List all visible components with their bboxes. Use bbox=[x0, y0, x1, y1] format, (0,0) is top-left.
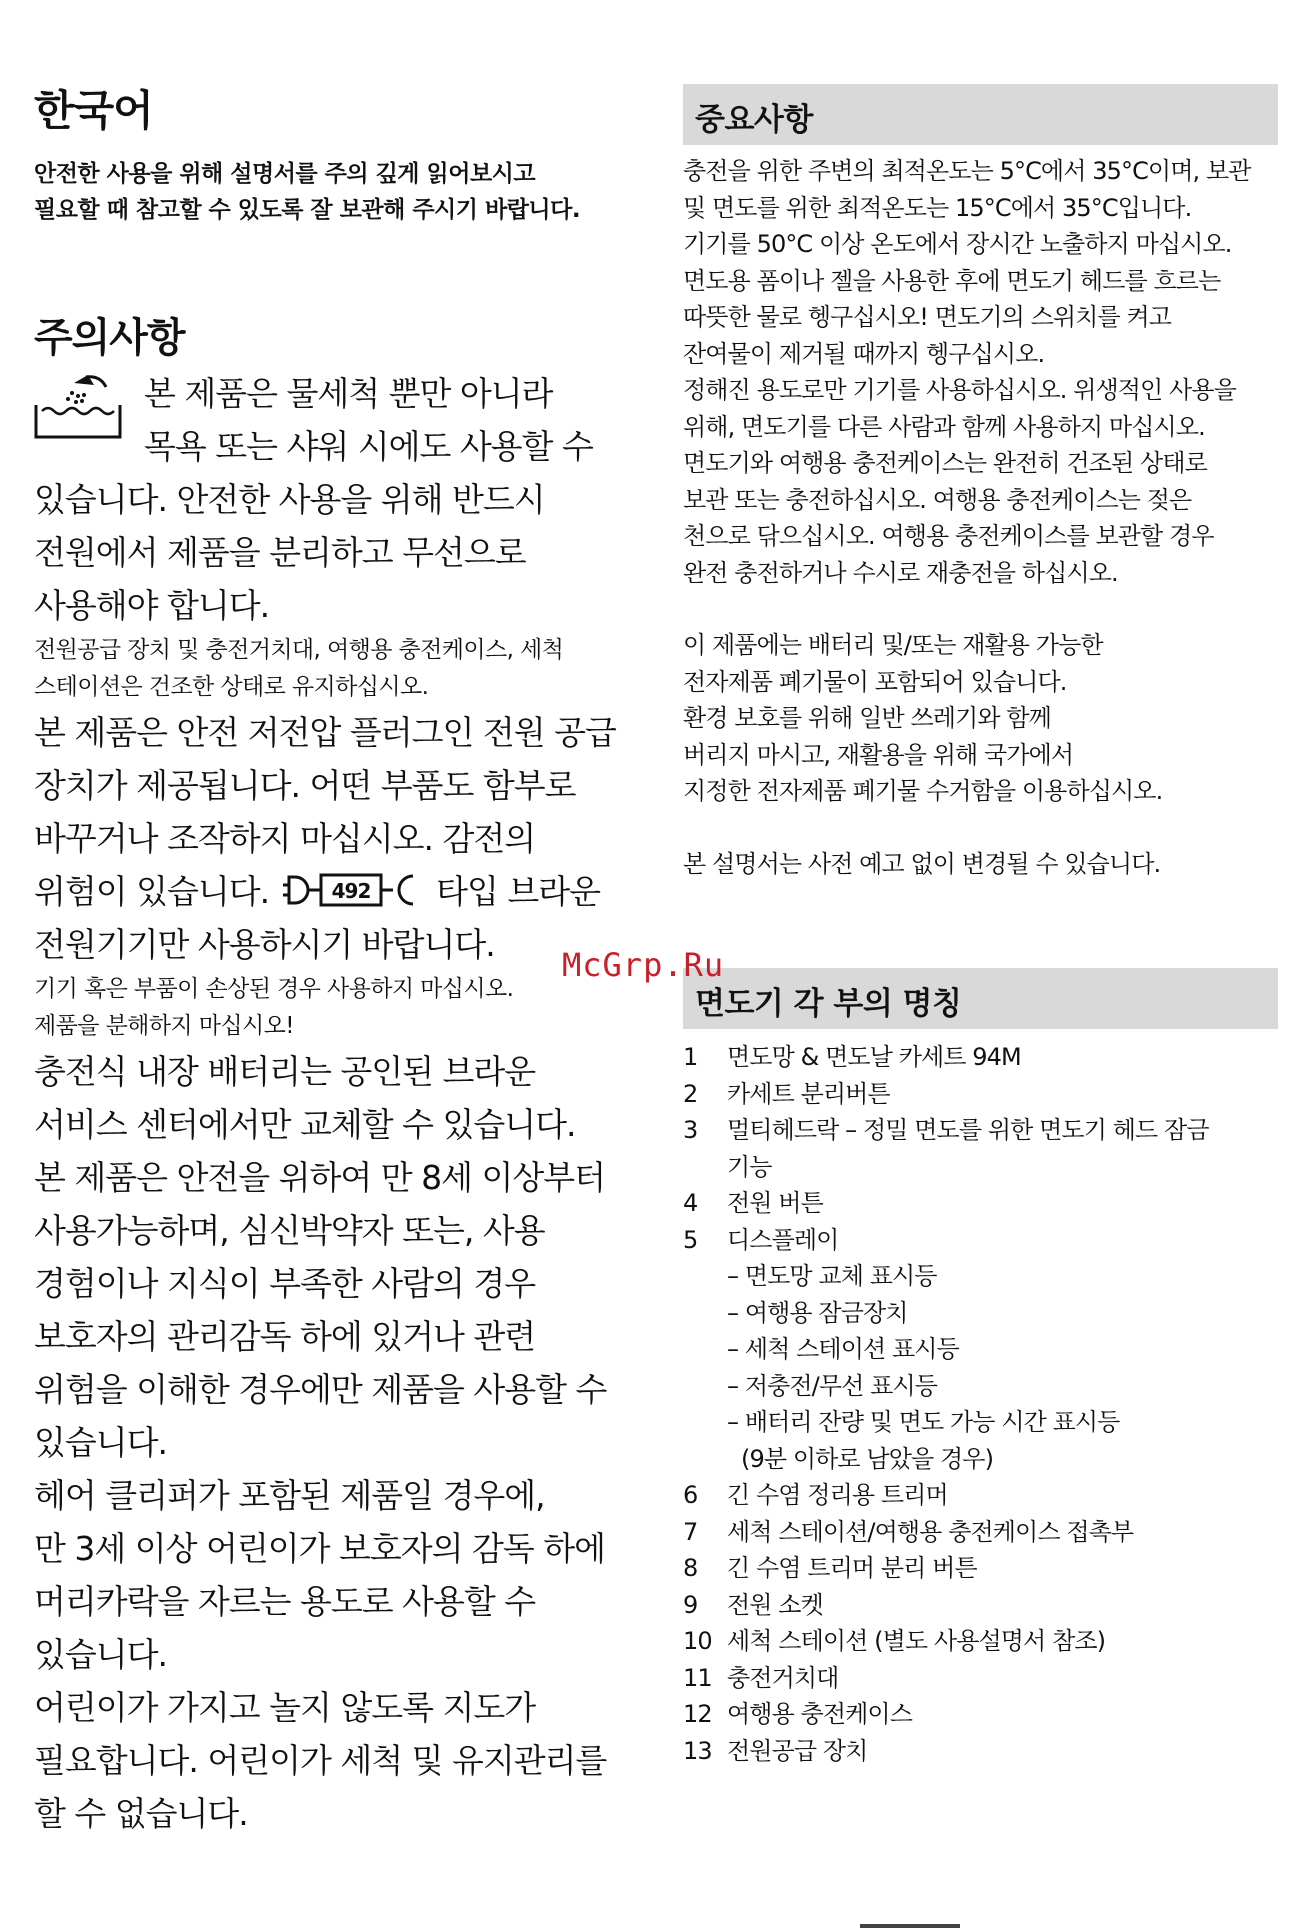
battery-paragraph: 충전식 내장 배터리는 공인된 브라운 서비스 센터에서만 교체할 수 있습니다. bbox=[34, 1052, 576, 1144]
list-item: – 면도망 교체 표시등 bbox=[727, 1262, 937, 1290]
important-title: 중요사항 bbox=[683, 84, 1278, 145]
list-item: 4 전원 버튼 bbox=[683, 1189, 823, 1217]
parts-title: 면도기 각 부의 명칭 bbox=[683, 968, 1278, 1029]
power-supply-paragraph: 본 제품은 안전 저전압 플러그인 전원 공급 장치가 제공됩니다. 어떤 부품도 함부로 바꾸거나 조작하지 마십시오. 감전의 위험이 있습니다. 492 타입 브라운 전원기기만 사용하시기 바랍니다. bbox=[34, 713, 616, 964]
list-item: (9분 이하로 남았을 경우) bbox=[741, 1444, 994, 1473]
symbol-492-label: 492 bbox=[331, 879, 371, 903]
left-column bbox=[34, 78, 634, 1840]
age-paragraph: 본 제품은 안전을 위하여 만 8세 이상부터 사용가능하며, 심신박약자 또는, 사용 경험이나 지식이 부족한 사람의 경우 보호자의 관리감독 하에 있거나 관련 위험을 이해한 경우에만 제품을 사용할 수 있습니다. bbox=[34, 1158, 607, 1462]
watermark: McGrp.Ru bbox=[562, 946, 725, 984]
list-item: – 저충전/무선 표시등 bbox=[727, 1371, 938, 1400]
list-item: 1 면도망 & 면도날 카세트 94M bbox=[683, 1043, 1021, 1071]
list-item: 9 전원 소켓 bbox=[683, 1590, 823, 1619]
right-column bbox=[683, 84, 1278, 1769]
list-item: 12 여행용 충전케이스 bbox=[683, 1700, 913, 1728]
damage-note: 기기 혹은 부품이 손상된 경우 사용하지 마십시오. 제품을 분해하지 마십시오! bbox=[34, 976, 514, 1039]
water-use-paragraph: 본 제품은 물세척 뿐만 아니라 목욕 또는 샤워 시에도 사용할 수 있습니다. 안전한 사용을 위해 반드시 전원에서 제품을 분리하고 무선으로 사용해야 합니다. bbox=[34, 367, 634, 632]
recycling-text: 이 제품에는 배터리 및/또는 재활용 가능한 전자제품 폐기물이 포함되어 있습니다. 환경 보호를 위해 일반 쓰레기와 함께 버리지 마시고, 재활용을 위해 국가에서 지정한 전자제품 폐기물 수거함을 이용하십시오. bbox=[683, 631, 1163, 805]
power-plug-492-icon bbox=[283, 871, 423, 909]
list-item: 기능 bbox=[727, 1152, 772, 1181]
clipper-paragraph: 헤어 클리퍼가 포함된 제품일 경우에, 만 3세 이상 어린이가 보호자의 감독 하에 머리카락을 자르는 용도로 사용할 수 있습니다. bbox=[34, 1476, 605, 1674]
list-item: 2 카세트 분리버튼 bbox=[683, 1079, 890, 1108]
intro-text: 안전한 사용을 위해 설명서를 주의 깊게 읽어보시고 필요할 때 참고할 수 있도록 잘 보관해 주시기 바랍니다. bbox=[34, 161, 581, 223]
change-notice: 본 설명서는 사전 예고 없이 변경될 수 있습니다. bbox=[683, 849, 1161, 878]
list-item: 3 멀티헤드락 – 정밀 면도를 위한 면도기 헤드 잠금 bbox=[683, 1116, 1209, 1144]
list-item: 8 긴 수염 트리머 분리 버튼 bbox=[683, 1554, 977, 1582]
list-item: 10 세척 스테이션 (별도 사용설명서 참조) bbox=[683, 1627, 1106, 1655]
page-edge-mark bbox=[860, 1924, 960, 1928]
parts-list bbox=[683, 1039, 1278, 1769]
list-item: 7 세척 스테이션/여행용 충전케이스 접촉부 bbox=[683, 1517, 1134, 1546]
list-item: – 세척 스테이션 표시등 bbox=[727, 1335, 959, 1363]
list-item: 6 긴 수염 정리용 트리머 bbox=[683, 1481, 948, 1509]
list-item: 13 전원공급 장치 bbox=[683, 1736, 868, 1765]
list-item: – 배터리 잔량 및 면도 가능 시간 표시등 bbox=[727, 1408, 1120, 1436]
important-text: 충전을 위한 주변의 최적온도는 5°C에서 35°C이며, 보관 및 면도를 위한 최적온도는 15°C에서 35°C입니다. 기기를 50°C 이상 온도에서 장시간 노출하지 마십시오. 면도용 폼이나 젤을 사용한 후에 면도기 헤드를 흐르는 따뜻한 물로 헹구십시오! 면도기의 스위치를 켜고 잔여물이 제거될 때까지 헹구십시오. 정해진 용도로만 기기를 사용하십시오. 위생적인 사용을 위해, 면도기를 다른 사람과 함께 사용하지 마십시오. 면도기와 여행용 충전케이스는 완전히 건조된 상태로 보관 또는 충전하십시오. 여행용 충전케이스는 젖은 천으로 닦으십시오. 여행용 충전케이스를 보관할 경우 완전 충전하거나 수시로 재충전을 하십시오. bbox=[683, 157, 1251, 587]
dry-keep-note: 전원공급 장치 및 충전거치대, 여행용 충전케이스, 세척 스테이션은 건조한 상태로 유지하십시오. bbox=[34, 637, 564, 700]
list-item: 11 충전거치대 bbox=[683, 1663, 839, 1692]
children-paragraph: 어린이가 가지고 놀지 않도록 지도가 필요합니다. 어린이가 세척 및 유지관리를 할 수 없습니다. bbox=[34, 1688, 607, 1833]
language-title: 한국어 bbox=[34, 86, 153, 135]
shower-bath-icon bbox=[34, 369, 124, 441]
list-item: 5 디스플레이 bbox=[683, 1225, 839, 1254]
list-item: – 여행용 잠금장치 bbox=[727, 1298, 908, 1327]
caution-title: 주의사항 bbox=[34, 315, 185, 361]
